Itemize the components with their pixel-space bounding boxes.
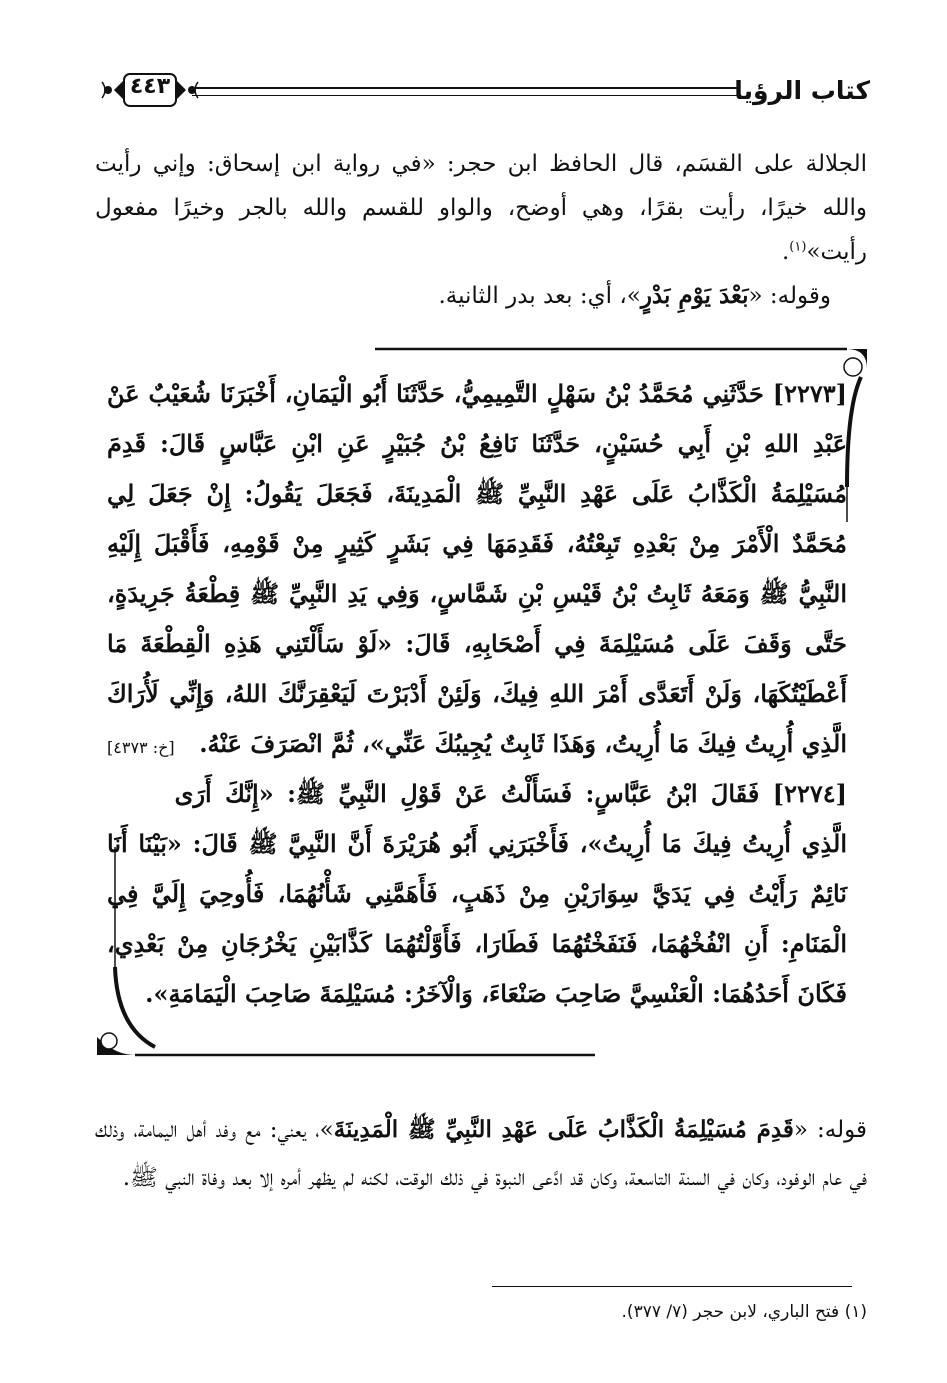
intro-line-end: . — [781, 239, 790, 265]
footnote: (١) فتح الباري، لابن حجر (٧/ ٣٧٧). — [621, 1302, 867, 1322]
commentary-text — [95, 1106, 867, 1202]
qawl-bold: بَعْدَ يَوْمِ بَدْرٍ — [640, 282, 749, 309]
commentary-rest: »، يعني: مع وفد أهل اليمامة، وذلك في عام الوفود، وكان في السنة التاسعة، وكان قد ادَّعى النبوة في ذلك الوقت، لكنه لم يظهر أمره إلا بعد وفاة النبي ﷺ. — [95, 1117, 867, 1191]
hadith-2273-reference: [خ: ٤٣٧٣] — [107, 738, 175, 757]
hadith-2274 — [107, 769, 847, 1019]
commentary-prefix: قوله: « — [793, 1117, 867, 1143]
hadith-2273 — [107, 369, 847, 769]
hadith-2273-text: [٢٢٧٣] حَدَّثَنِي مُحَمَّدُ بْنُ سَهْلٍ التَّمِيمِيُّ، حَدَّثَنَا أَبُو الْيَمَانِ، أَخْبَرَنَا شُعَيْبٌ عَنْ عَبْدِ اللهِ بْنِ أَبِي حُسَيْنٍ، حَدَّثَنَا نَافِعُ بْنُ جُبَيْرٍ عَنِ ابْنِ عَبَّاسٍ قَالَ: قَدِمَ مُسَيْلِمَةُ الْكَذَّابُ عَلَى عَهْدِ النَّبِيِّ ﷺ الْمَدِينَةَ، فَجَعَلَ يَقُولُ: إِنْ جَعَلَ لِي مُحَمَّدٌ الْأَمْرَ مِنْ بَعْدِهِ تَبِعْتُهُ، فَقَدِمَهَا فِي بَشَرٍ كَثِيرٍ مِنْ قَوْمِهِ، فَأَقْبَلَ إِلَيْهِ النَّبِيُّ ﷺ وَمَعَهُ ثَابِتُ بْنُ قَيْسِ بْنِ شَمَّاسٍ، وَفِي يَدِ النَّبِيِّ ﷺ قِطْعَةُ جَرِيدَةٍ، حَتَّى وَقَفَ عَلَى مُسَيْلِمَةَ فِي أَصْحَابِهِ، قَالَ: «لَوْ سَأَلْتَنِي هَذِهِ الْقِطْعَةَ مَا أَعْطَيْتُكَهَا، وَلَنْ أَتَعَدَّى أَمْرَ اللهِ فِيكَ، وَلَئِنْ أَدْبَرْتَ لَيَعْقِرَنَّكَ اللهُ، وَإِنِّي لَأُرَاكَ الَّذِي أُرِيتُ فِيكَ مَا أُرِيتُ، وَهَذَا ثَابِتٌ يُجِيبُكَ عَنِّي»، ثُمَّ انْصَرَفَ عَنْهُ. — [107, 379, 848, 758]
intro-line: الجلالة على القسَم، قال الحافظ ابن حجر: «في رواية ابن إسحاق: وإني رأيت والله خيرًا، رأيت بقرًا، وهي أوضح، والواو للقسم والله بالجر وخيرًا مفعول رأيت» — [95, 151, 867, 265]
qawl-line — [95, 274, 867, 318]
intro-text — [95, 142, 867, 274]
hadith-body — [107, 369, 847, 1019]
hadith-2274-text: [٢٢٧٤] فَقَالَ ابْنُ عَبَّاسٍ: فَسَأَلْتُ عَنْ قَوْلِ النَّبِيِّ ﷺ: «إِنَّكَ أَرَى الَّذِي أُرِيتُ فِيكَ مَا أُرِيتُ»، فَأَخْبَرَنِي أَبُو هُرَيْرَةَ أَنَّ النَّبِيَّ ﷺ قَالَ: «بَيْنَا أَنَا نَائِمٌ رَأَيْتُ فِي يَدَيَّ سِوَارَيْنِ مِنْ ذَهَبٍ، فَأَهَمَّنِي شَأْنُهُمَا، فَأُوحِيَ إِلَيَّ فِي الْمَنَامِ: أَنِ انْفُخْهُمَا، فَنَفَخْتُهُمَا فَطَارَا، فَأَوَّلْتُهُمَا كَذَّابَيْنِ يَخْرُجَانِ مِنْ بَعْدِي، فَكَانَ أَحَدُهُمَا: الْعَنْسِيَّ صَاحِبَ صَنْعَاءَ، وَالْآخَرُ: مُسَيْلِمَةَ صَاحِبَ الْيَمَامَةِ». — [107, 779, 847, 1008]
qawl-suffix: »، أي: بعد بدر الثانية. — [438, 283, 641, 309]
page-number: ٤٤٣ — [129, 74, 171, 99]
qawl-prefix: وقوله: « — [748, 283, 831, 309]
page-header — [100, 62, 870, 122]
chapter-title: كتاب الرؤيا — [734, 76, 870, 105]
footnote-rule — [492, 1286, 852, 1287]
intro-paragraph — [95, 142, 867, 318]
commentary-paragraph — [95, 1106, 867, 1202]
commentary-quote: قَدِمَ مُسَيْلِمَةُ الْكَذَّابُ عَلَى عَهْدِ النَّبِيِّ ﷺ الْمَدِينَةَ — [333, 1116, 794, 1143]
hadith-box — [95, 347, 867, 1057]
header-rule — [192, 87, 740, 96]
footnote-marker: (١) — [789, 239, 807, 255]
